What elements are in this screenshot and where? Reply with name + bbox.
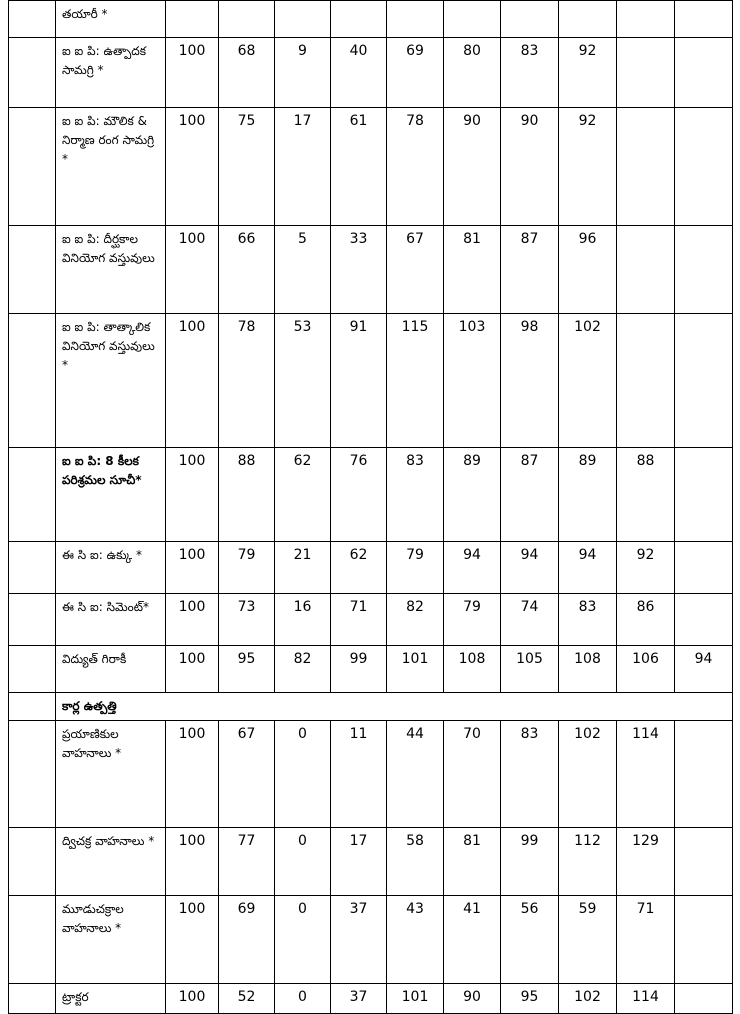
table-cell-value: 78 [219,314,275,448]
table-cell-value [444,1,501,38]
table-cell-value: 40 [331,38,387,108]
row-label: తయారీ * [56,1,166,38]
table-cell-value: 11 [331,721,387,828]
table-cell-value [675,38,733,108]
table-row [9,38,733,108]
table-cell-value: 56 [501,896,559,984]
section-row [9,693,733,721]
table-cell-value: 74 [501,594,559,646]
table-cell-value: 90 [444,984,501,1014]
table-cell-value: 75 [219,108,275,226]
table-cell-value: 5 [275,226,331,314]
table-cell-value: 79 [387,542,444,594]
table-cell-value: 43 [387,896,444,984]
table-cell-value [675,314,733,448]
table-row [9,226,733,314]
table-cell-value: 102 [559,984,617,1014]
table-row [9,896,733,984]
table-cell-value: 100 [166,542,219,594]
table-cell-value [675,984,733,1014]
table-cell-value: 91 [331,314,387,448]
table-cell-value [387,1,444,38]
table-cell-value: 100 [166,646,219,693]
table-cell-value [617,314,675,448]
table-cell-value: 17 [275,108,331,226]
table-cell-value [559,1,617,38]
table-cell-empty [9,448,56,542]
table-cell-value: 80 [444,38,501,108]
section-title: కార్ల ఉత్పత్తి [56,693,733,721]
table-cell-value: 0 [275,828,331,896]
table-row [9,721,733,828]
table-cell-value: 68 [219,38,275,108]
table-cell-value [675,226,733,314]
table-cell-value: 114 [617,984,675,1014]
table-cell-value: 79 [444,594,501,646]
table-cell-value: 100 [166,226,219,314]
table-cell-value: 16 [275,594,331,646]
table-cell-value: 0 [275,984,331,1014]
table-cell-value [675,828,733,896]
table-cell-value [617,38,675,108]
table-cell-value: 89 [559,448,617,542]
table-cell-value: 33 [331,226,387,314]
table-cell-value: 100 [166,448,219,542]
table-cell-value: 115 [387,314,444,448]
table-row [9,646,733,693]
table-cell-value: 62 [275,448,331,542]
table-cell-empty [9,314,56,448]
table-cell-value: 0 [275,721,331,828]
table-cell-value: 100 [166,108,219,226]
table-row [9,314,733,448]
table-cell-value: 17 [331,828,387,896]
table-cell-empty [9,984,56,1014]
table-cell-value: 99 [331,646,387,693]
table-cell-value [675,721,733,828]
table-cell-value: 112 [559,828,617,896]
table-cell-value: 92 [559,38,617,108]
table-cell-value: 76 [331,448,387,542]
table-cell-value: 9 [275,38,331,108]
table-cell-value: 95 [501,984,559,1014]
table-cell-value: 102 [559,314,617,448]
table-cell-value: 66 [219,226,275,314]
table-cell-value: 81 [444,226,501,314]
row-label: ఈ సి ఐ: ఉక్కు * [56,542,166,594]
data-table [8,0,733,1014]
table-cell-value: 82 [387,594,444,646]
table-cell-empty [9,721,56,828]
table-cell-value: 37 [331,896,387,984]
row-label: ట్రాక్టర [56,984,166,1014]
table-cell-value: 129 [617,828,675,896]
table-cell-value: 83 [501,38,559,108]
table-row [9,828,733,896]
table-cell-value: 83 [559,594,617,646]
table-cell-value: 100 [166,594,219,646]
table-cell-value: 78 [387,108,444,226]
table-cell-empty [9,1,56,38]
table-cell-value: 100 [166,984,219,1014]
table-cell-value [331,1,387,38]
table-cell-empty [9,542,56,594]
row-label: మూడుచక్రాల వాహనాలు * [56,896,166,984]
table-cell-value: 100 [166,314,219,448]
table-cell-value: 59 [559,896,617,984]
table-cell-value [675,542,733,594]
table-cell-value: 87 [501,226,559,314]
table-cell-value [675,594,733,646]
table-cell-value: 94 [559,542,617,594]
table-cell-value [617,226,675,314]
table-cell-value: 52 [219,984,275,1014]
table-cell-value [617,1,675,38]
table-row [9,594,733,646]
row-label: ఐ ఐ పి: మౌలిక & నిర్మాణ రంగ సామగ్రి * [56,108,166,226]
row-label: ప్రయాణికుల వాహనాలు * [56,721,166,828]
table-cell-value: 53 [275,314,331,448]
table-cell-value [675,896,733,984]
table-cell-value: 114 [617,721,675,828]
table-cell-value: 100 [166,896,219,984]
table-cell-value: 102 [559,721,617,828]
table-cell-value: 79 [219,542,275,594]
table-cell-value: 0 [275,896,331,984]
table-row [9,1,733,38]
table-cell-value: 71 [331,594,387,646]
table-cell-value [219,1,275,38]
table-cell-empty [9,38,56,108]
table-cell-value: 101 [387,984,444,1014]
table-cell-value: 81 [444,828,501,896]
table-cell-value: 105 [501,646,559,693]
row-label: ద్విచక్ర వాహనాలు * [56,828,166,896]
table-cell-value: 69 [219,896,275,984]
table-cell-value: 88 [219,448,275,542]
table-cell-value: 90 [501,108,559,226]
table-row [9,448,733,542]
table-cell-value: 90 [444,108,501,226]
table-cell-value: 108 [559,646,617,693]
table-cell-value: 44 [387,721,444,828]
table-cell-value: 100 [166,828,219,896]
table-cell-value: 92 [617,542,675,594]
table-cell-value: 92 [559,108,617,226]
table-cell-value [617,108,675,226]
table-cell-empty [9,108,56,226]
table-cell-value: 86 [617,594,675,646]
table-cell-value: 94 [444,542,501,594]
table-row [9,984,733,1014]
table-cell-value: 101 [387,646,444,693]
table-cell-empty [9,646,56,693]
table-cell-value: 41 [444,896,501,984]
table-cell-value: 103 [444,314,501,448]
table-cell-value: 99 [501,828,559,896]
table-cell-value [675,1,733,38]
table-row [9,108,733,226]
table-cell-empty [9,693,56,721]
table-cell-value: 108 [444,646,501,693]
table-cell-value: 70 [444,721,501,828]
table-cell-value [675,448,733,542]
table-cell-value: 96 [559,226,617,314]
table-cell-value: 77 [219,828,275,896]
table-cell-empty [9,226,56,314]
table-row [9,542,733,594]
row-label: ఐ ఐ పి: 8 కీలక పరిశ్రమల సూచీ* [56,448,166,542]
table-cell-value: 100 [166,721,219,828]
table-cell-value: 37 [331,984,387,1014]
table-cell-value: 82 [275,646,331,693]
table-cell-value [275,1,331,38]
table-cell-value: 87 [501,448,559,542]
table-cell-value: 89 [444,448,501,542]
table-cell-value: 21 [275,542,331,594]
table-cell-value: 67 [387,226,444,314]
table-cell-empty [9,828,56,896]
table-cell-value: 94 [675,646,733,693]
table-cell-value [166,1,219,38]
row-label: విద్యుత్ గిరాకీ [56,646,166,693]
table-cell-value: 71 [617,896,675,984]
table-cell-value: 69 [387,38,444,108]
table-cell-value [501,1,559,38]
table-cell-value: 61 [331,108,387,226]
row-label: ఐ ఐ పి: దీర్ఘకాల వినియోగ వస్తువులు [56,226,166,314]
table-cell-value: 62 [331,542,387,594]
table-cell-value [675,108,733,226]
table-cell-value: 106 [617,646,675,693]
row-label: ఐ ఐ పి: తాత్కాలిక వినియోగ వస్తువులు * [56,314,166,448]
table-cell-value: 83 [501,721,559,828]
table-cell-value: 67 [219,721,275,828]
table-cell-value: 100 [166,38,219,108]
table-cell-value: 88 [617,448,675,542]
row-label: ఐ ఐ పి: ఉత్పాదక సామగ్రి * [56,38,166,108]
table-cell-empty [9,896,56,984]
table-cell-value: 73 [219,594,275,646]
table-cell-value: 94 [501,542,559,594]
table-cell-value: 83 [387,448,444,542]
table-cell-value: 98 [501,314,559,448]
row-label: ఈ సి ఐ: సిమెంట్* [56,594,166,646]
table-cell-value: 95 [219,646,275,693]
table-cell-value: 58 [387,828,444,896]
table-cell-empty [9,594,56,646]
